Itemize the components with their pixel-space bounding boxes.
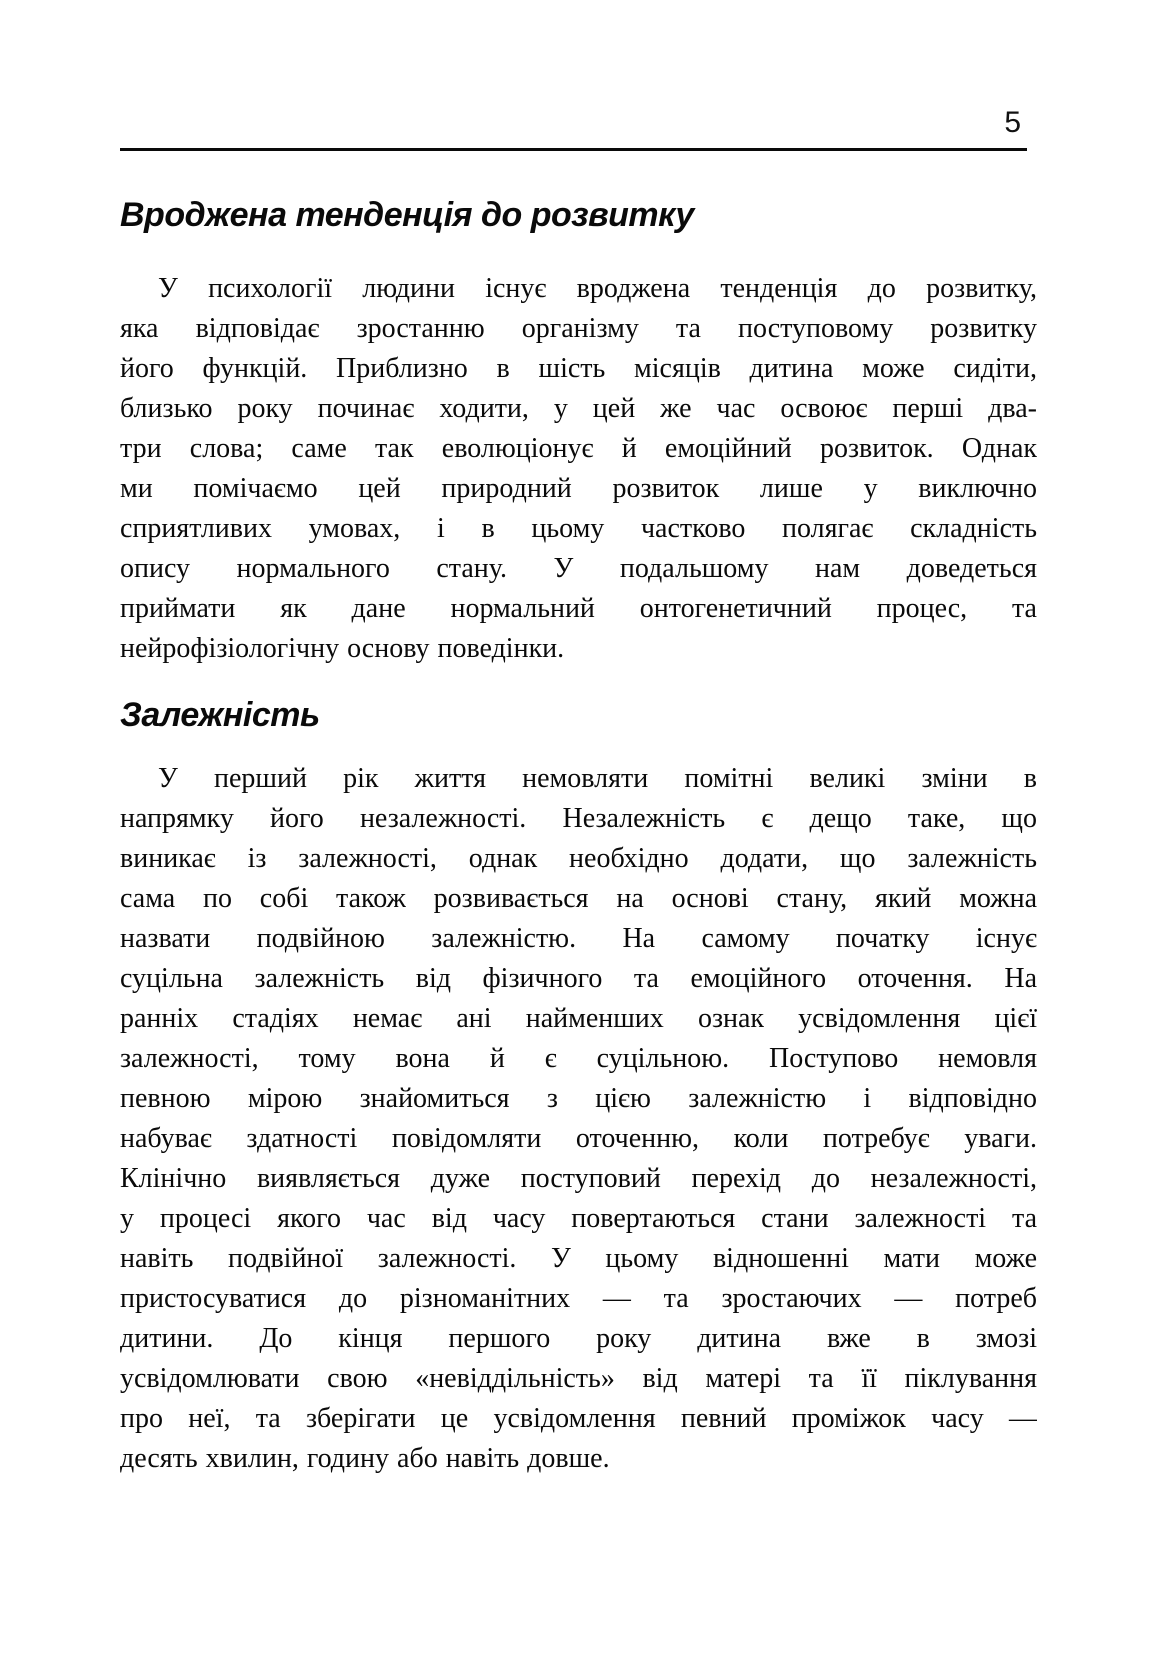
- text-line: нейрофізіологічну основу поведінки.: [120, 633, 565, 664]
- header-rule: [120, 148, 1027, 151]
- text-line: назвати подвійною залежністю. На самому початку існує: [120, 923, 1037, 954]
- paragraph-innate-tendency: [120, 269, 1037, 669]
- text-line: У психології людини існує вроджена тенденція до розвитку,: [158, 273, 1037, 304]
- text-line: про неї, та зберігати це усвідомлення певний проміжок часу —: [120, 1403, 1037, 1434]
- text-line: яка відповідає зростанню організму та поступовому розвитку: [120, 313, 1037, 344]
- text-line: суцільна залежність від фізичного та емоційного оточення. На: [120, 963, 1037, 994]
- text-line: У перший рік життя немовляти помітні великі зміни в: [158, 763, 1037, 794]
- text-line: ми помічаємо цей природний розвиток лише у виключно: [120, 473, 1037, 504]
- text-line: приймати як дане нормальний онтогенетичний процес, та: [120, 593, 1037, 624]
- text-line: навіть подвійної залежності. У цьому відношенні мати може: [120, 1243, 1037, 1274]
- text-line: пристосуватися до різноманітних — та зростаючих — потреб: [120, 1283, 1037, 1314]
- section-heading-innate-tendency: Вроджена тенденція до розвитку: [120, 196, 694, 234]
- text-line: усвідомлювати свою «невіддільність» від матері та її піклування: [120, 1363, 1037, 1394]
- section-heading-dependence: Залежність: [120, 696, 320, 734]
- text-line: у процесі якого час від часу повертаються стани залежності та: [120, 1203, 1037, 1234]
- page-number: 5: [1004, 106, 1021, 139]
- text-line: залежності, тому вона й є суцільною. Поступово немовля: [120, 1043, 1037, 1074]
- text-line: набуває здатності повідомляти оточенню, коли потребує уваги.: [120, 1123, 1037, 1154]
- text-line: опису нормального стану. У подальшому нам доведеться: [120, 553, 1037, 584]
- paragraph-dependence: [120, 759, 1037, 1479]
- text-line: виникає із залежності, однак необхідно додати, що залежність: [120, 843, 1037, 874]
- text-line: близько року починає ходити, у цей же час освоює перші два-: [120, 393, 1037, 424]
- book-page: [120, 0, 1037, 1479]
- text-line: сприятливих умовах, і в цьому частково полягає складність: [120, 513, 1037, 544]
- text-line: його функцій. Приблизно в шість місяців дитина може сидіти,: [120, 353, 1037, 384]
- text-line: ранніх стадіях немає ані найменших ознак усвідомлення цієї: [120, 1003, 1037, 1034]
- text-line: певною мірою знайомиться з цією залежністю і відповідно: [120, 1083, 1037, 1114]
- text-line: сама по собі також розвивається на основі стану, який можна: [120, 883, 1037, 914]
- text-line: дитини. До кінця першого року дитина вже в змозі: [120, 1323, 1037, 1354]
- text-line: Клінічно виявляється дуже поступовий перехід до незалежності,: [120, 1163, 1037, 1194]
- text-line: три слова; саме так еволюціонує й емоційний розвиток. Однак: [120, 433, 1037, 464]
- text-line: десять хвилин, годину або навіть довше.: [120, 1443, 610, 1474]
- text-line: напрямку його незалежності. Незалежність є дещо таке, що: [120, 803, 1037, 834]
